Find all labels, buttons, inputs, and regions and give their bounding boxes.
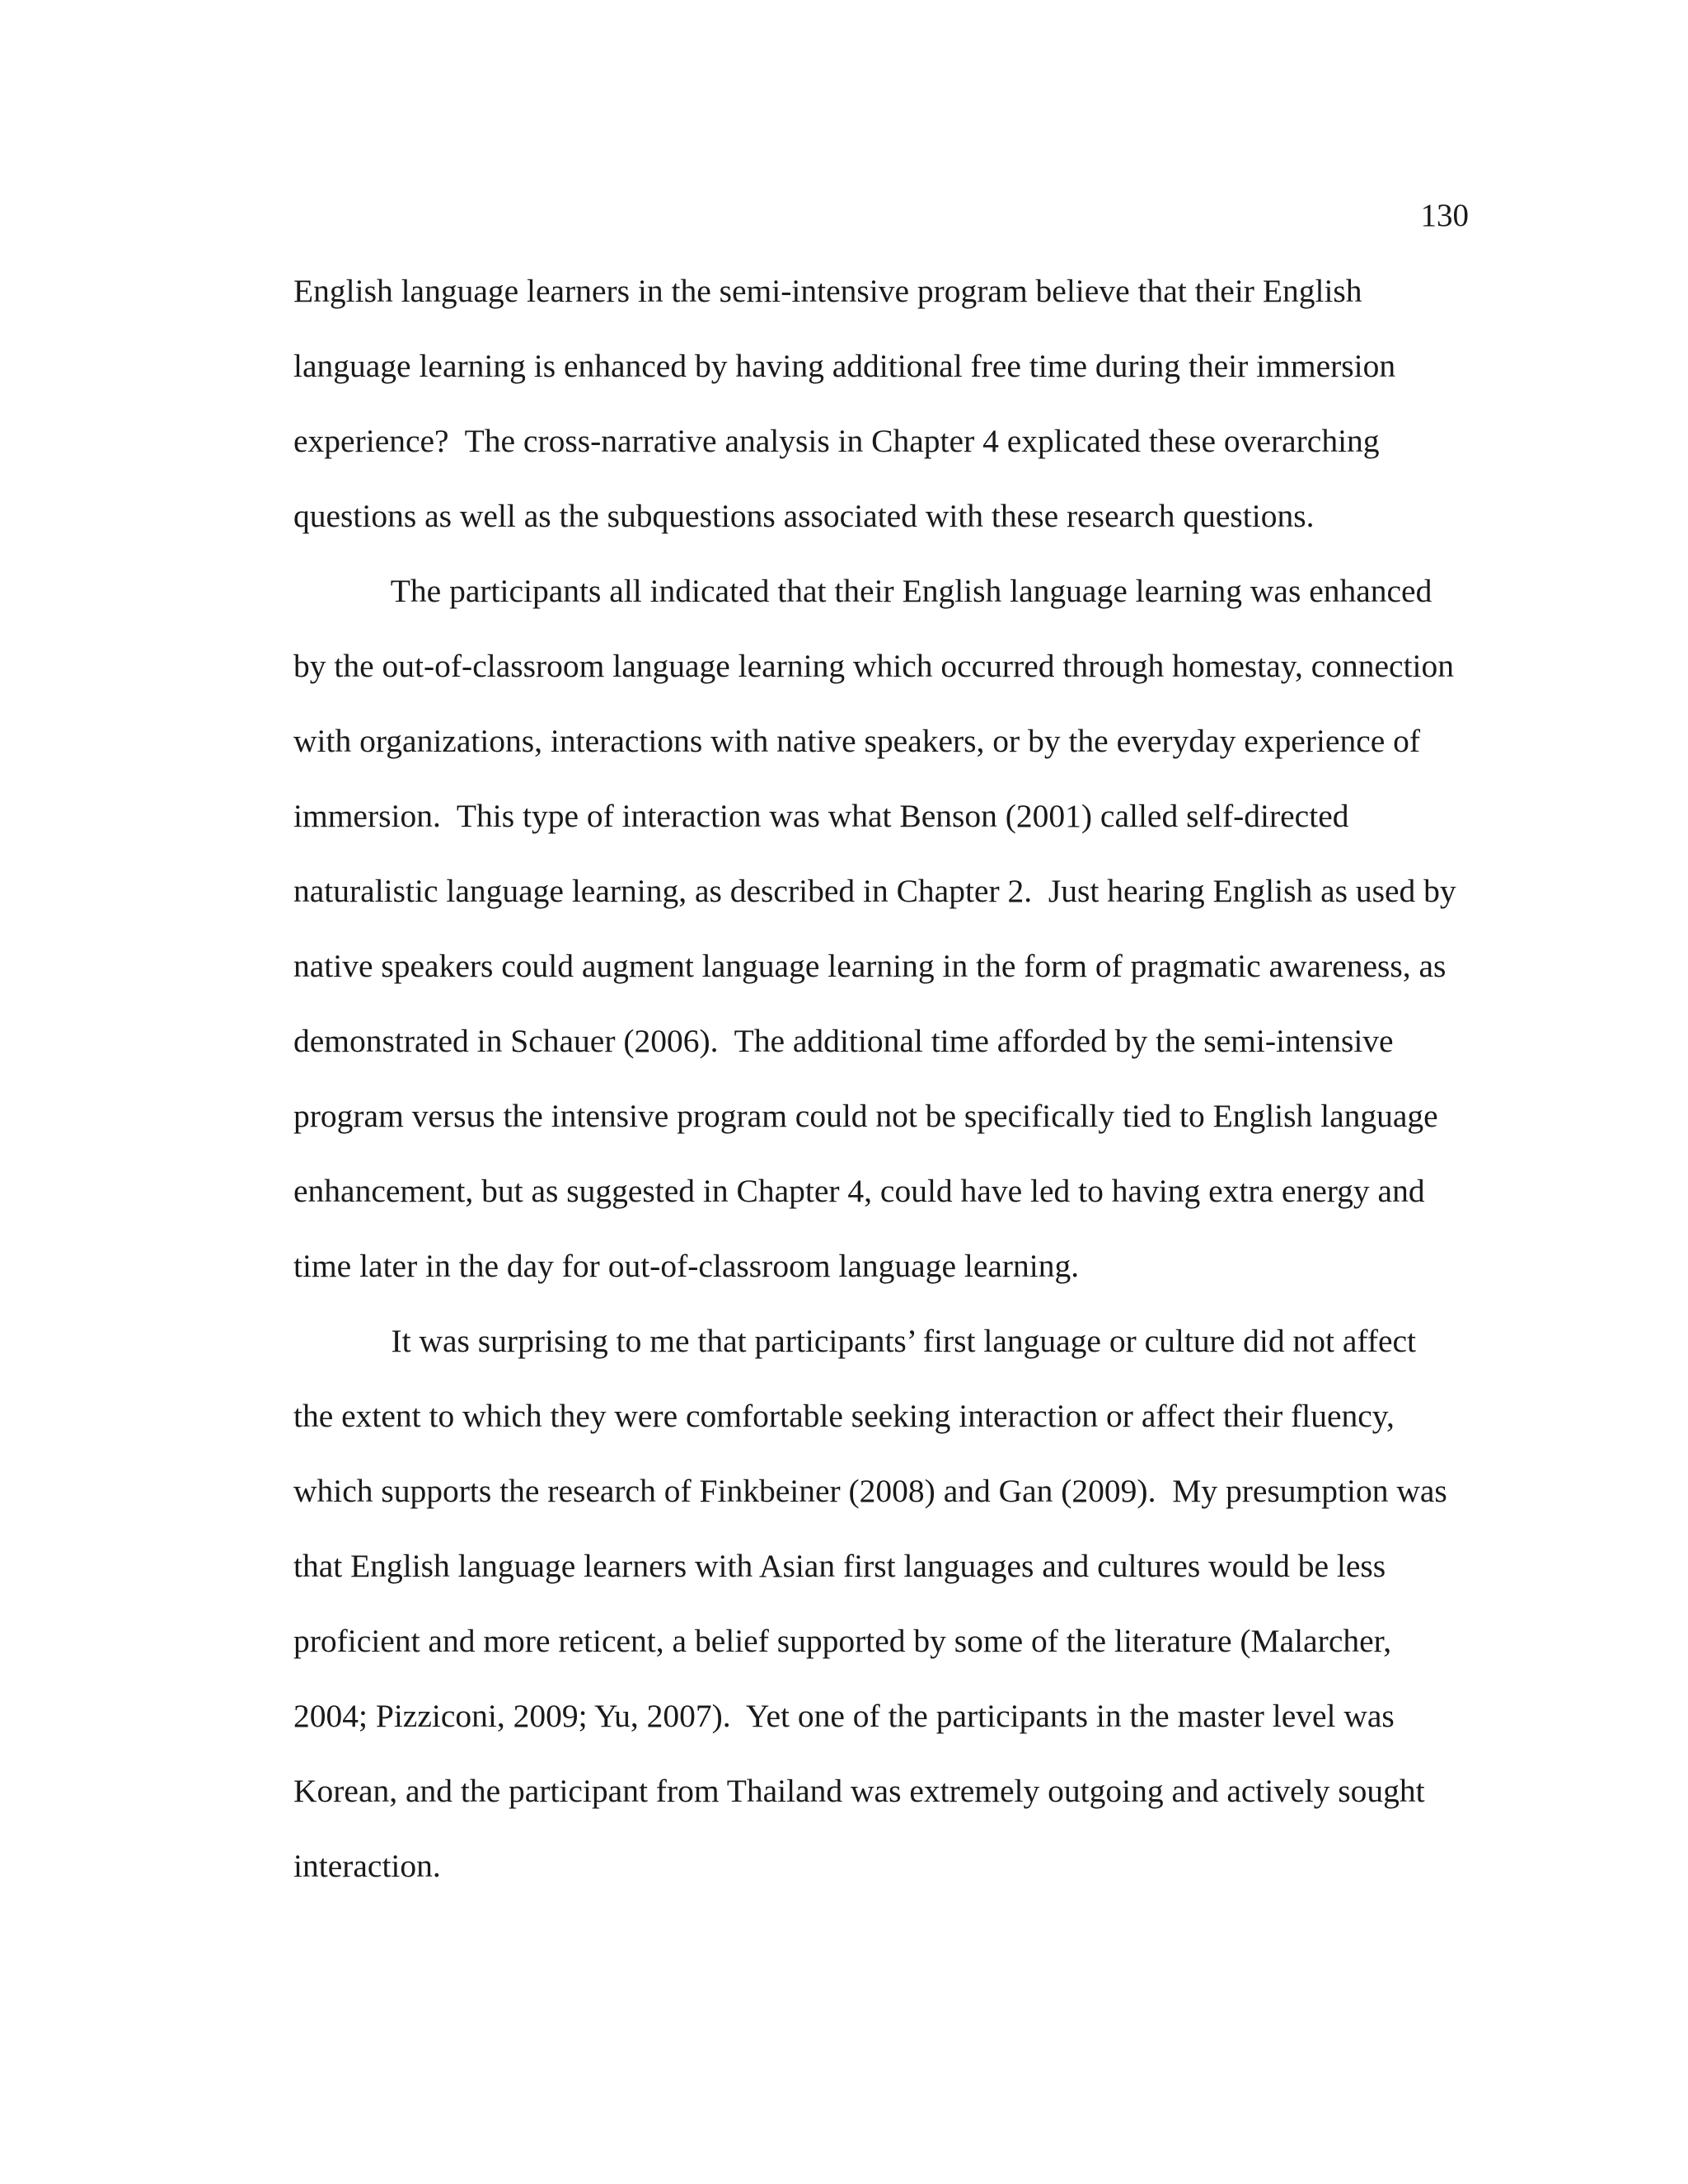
text-line: program versus the intensive program could not be specifically tied to English language — [293, 1098, 1438, 1134]
text-line: 2004; Pizziconi, 2009; Yu, 2007). Yet one of the participants in the master level was — [293, 1698, 1395, 1734]
text-line: the extent to which they were comfortable seeking interaction or affect their fluency, — [293, 1398, 1395, 1434]
text-line: experience? The cross-narrative analysis in Chapter 4 explicated these overarching — [293, 423, 1380, 459]
text-line: language learning is enhanced by having additional free time during their immersion — [293, 348, 1396, 384]
text-line: enhancement, but as suggested in Chapter 4, could have led to having extra energy and — [293, 1173, 1425, 1209]
text-line: immersion. This type of interaction was what Benson (2001) called self-directed — [293, 798, 1349, 834]
text-line: interaction. — [293, 1848, 441, 1884]
text-line: The participants all indicated that their English language learning was enhanced — [293, 573, 1432, 609]
text-line: proficient and more reticent, a belief supported by some of the literature (Malarcher, — [293, 1623, 1392, 1659]
text-line: that English language learners with Asian first languages and cultures would be less — [293, 1548, 1386, 1584]
text-line: questions as well as the subquestions associated with these research questions. — [293, 498, 1315, 534]
text-line: Korean, and the participant from Thailand was extremely outgoing and actively sought — [293, 1773, 1425, 1809]
body-text — [293, 254, 1472, 1904]
text-line: with organizations, interactions with native speakers, or by the everyday experience of — [293, 723, 1421, 759]
page-number: 130 — [1420, 198, 1469, 233]
text-line: which supports the research of Finkbeiner (2008) and Gan (2009). My presumption was — [293, 1473, 1447, 1509]
text-line: native speakers could augment language learning in the form of pragmatic awareness, as — [293, 948, 1447, 984]
text-line: demonstrated in Schauer (2006). The additional time afforded by the semi-intensive — [293, 1023, 1394, 1059]
text-line: by the out-of-classroom language learning which occurred through homestay, connection — [293, 648, 1455, 684]
text-line: naturalistic language learning, as described in Chapter 2. Just hearing English as used by — [293, 873, 1456, 909]
text-line: English language learners in the semi-intensive program believe that their English — [293, 273, 1362, 309]
text-line: time later in the day for out-of-classroom language learning. — [293, 1248, 1080, 1284]
text-line: It was surprising to me that participants’ first language or culture did not affect — [293, 1323, 1417, 1359]
